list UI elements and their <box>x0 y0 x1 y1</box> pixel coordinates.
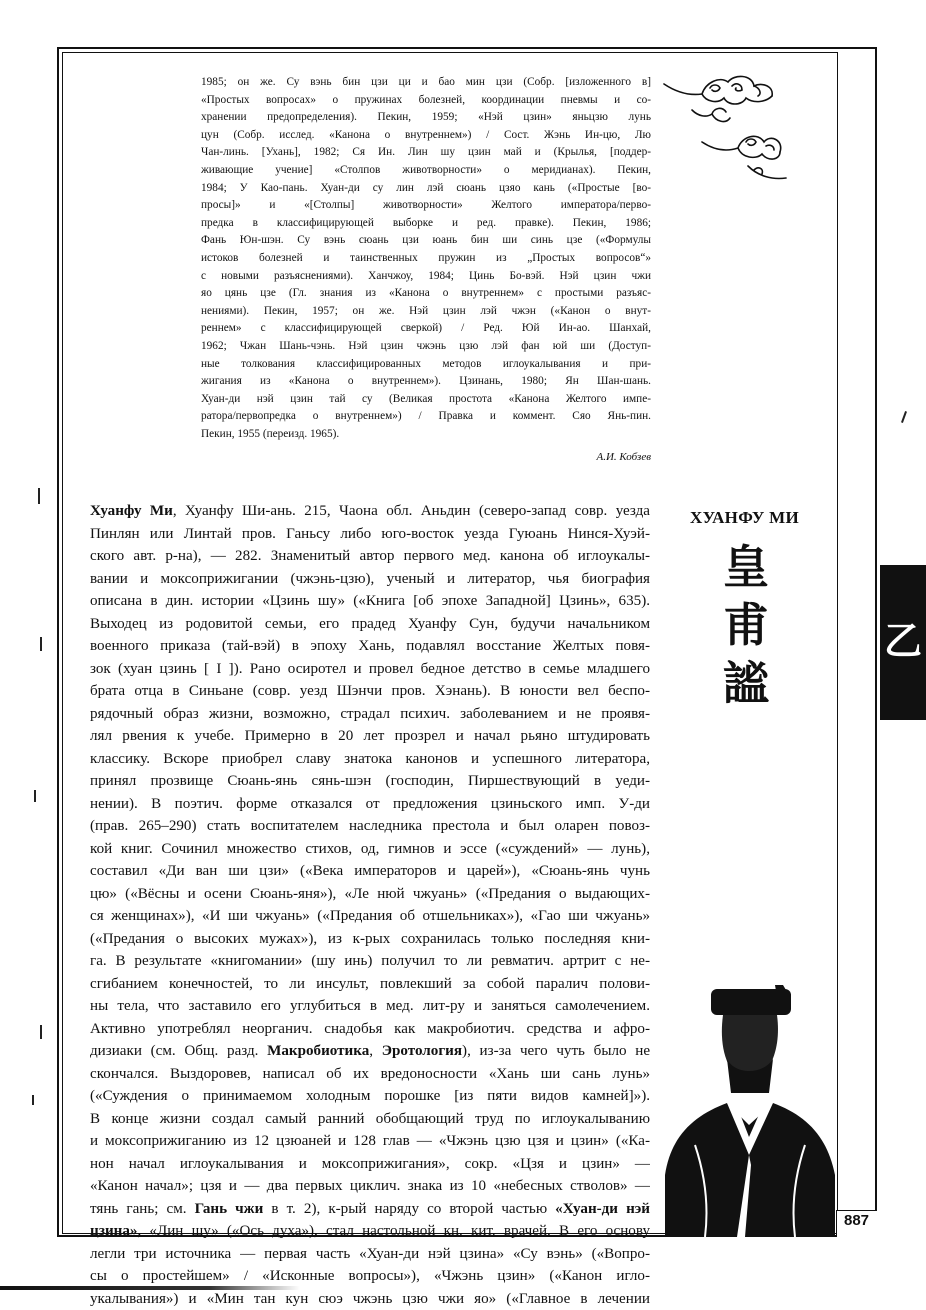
margin-mark <box>38 488 40 504</box>
cloud-ornament-icon <box>662 70 790 188</box>
bibliography-line: предка в классифицирующей выборке и ред. правке). Пекин, 1986; <box>201 215 651 233</box>
hanzi-char-1: 皇 <box>716 538 776 596</box>
bibliography-line: реннем» с классифицирующей сверкой) / Ред. Юй Ин-ао. Шанхай, <box>201 320 651 338</box>
article-line: тянь гань; см. Гань чжи в т. 2), к-рый наряду со второй частью «Хуан-ди нэй <box>90 1198 650 1221</box>
page-number: 887 <box>836 1212 877 1229</box>
article-line: цзина», «Лин шу» («Ось духа»), стал настольной кн. кит. врачей. В его основу <box>90 1220 650 1243</box>
bibliography-line: 1962; Чжан Шань-чэнь. Нэй цзин чжэнь цзю лэй фан юй ши (Доступ- <box>201 338 651 356</box>
article-line: Хуанфу Ми, Хуанфу Ши-ань. 215, Чаона обл. Аньдин (северо-запад совр. уезда <box>90 500 650 523</box>
article-line: Пинлян или Линтай пров. Ганьсу либо юго-восток уезда Гуюань Нинся-Хуэй- <box>90 523 650 546</box>
bibliography-line: Чан-линь. [Ухань], 1982; Ся Ин. Лин шу цзин май и (Крылья, [поддер- <box>201 144 651 162</box>
bibliography-line: ратора/первопредка о внутреннем») / Правка и коммент. Сяо Янь-пин. <box>201 408 651 426</box>
article-line: классику. Вскоре приобрел славу знатока канонов и успешного литератора, <box>90 748 650 771</box>
article-line: дизиаки (см. Общ. разд. Макробиотика, Эротология), из-за чего чуть было не <box>90 1040 650 1063</box>
article-line: сгибанием конечностей, то ли инсульт, повлекший за собой паралич полови- <box>90 973 650 996</box>
article-line: рядочный образ жизни, возможно, страдал психич. заболеванием и не проявя- <box>90 703 650 726</box>
article-line: ны тела, что заставило его углубиться в мед. лит-ру и заняться самолечением. <box>90 995 650 1018</box>
bibliography-line: истоков болезней и таинственных пружин из „Простых вопросов“» <box>201 250 651 268</box>
article-body <box>90 500 650 1310</box>
entry-hanzi <box>716 538 776 712</box>
bibliography-line: нениями). Пекин, 1957; он же. Нэй цзин лэй чжэн («Канон о внут- <box>201 303 651 321</box>
article-line: брата отца в Синьане (совр. уезд Шэнчи пров. Хэнань). В юности вел беспо- <box>90 680 650 703</box>
portrait-figure-icon <box>665 975 835 1237</box>
article-line: легли три источника — первая часть «Хуан-ди нэй цзина» «Су вэнь» («Вопро- <box>90 1243 650 1266</box>
article-line: описана в дин. истории «Цзинь шу» («Книга [об эпохе Западной] Цзинь», 635). <box>90 590 650 613</box>
article-line: га. В результате «книгомании» (шу инь) получил то ли ревматич. артрит с не- <box>90 950 650 973</box>
article-line: («Предания о высоких мужах»), из к-рых сохранилась только последняя кни- <box>90 928 650 951</box>
article-line: «Канон начал»; цзя и — два первых циклич. знака из 10 «небесных стволов» — <box>90 1175 650 1198</box>
article-line: сы о простейшем» / «Исконные вопросы»), «Чжэнь цзин» («Канон игло- <box>90 1265 650 1288</box>
article-line: и моксоприжиганию из 12 цзюаней и 128 глав — «Чжэнь цзю цзя и цзин» («Ка- <box>90 1130 650 1153</box>
bibliography-line: 1984; У Као-пань. Хуан-ди су лин лэй сюань цзяо кань («Простые [во- <box>201 180 651 198</box>
article-line: военного приказа (тай-вэй) в эпоху Хань, подавлял восстание Желтых повя- <box>90 635 650 658</box>
article-line: скончался. Выздоровев, написал об их вредоносности «Хань ши сань лунь» <box>90 1063 650 1086</box>
bibliography-line: цун (Собр. исслед. «Канона о внутреннем») / Сост. Жэнь Ин-цю, Лю <box>201 127 651 145</box>
section-tab-glyph: 乙 <box>880 610 926 665</box>
bibliography-line: с новыми разъяснениями). Ханчжоу, 1984; Цинь Бо-вэй. Нэй цзин чжи <box>201 268 651 286</box>
bibliography-line: жигания из «Канона о внутреннем»). Цзинань, 1980; Ян Шан-шань. <box>201 373 651 391</box>
hanzi-char-3: 謐 <box>716 654 776 712</box>
bibliography-line: Пекин, 1955 (переизд. 1965). <box>201 426 651 444</box>
article-line: зок (хуан цзинь [ I ]). Рано осиротел и провел бедное детство в семье младшего <box>90 658 650 681</box>
bibliography-line: просы]» и «[Столпы] животворности» Желтого императора/перво- <box>201 197 651 215</box>
bibliography-block <box>201 74 651 443</box>
bibliography-line: Хуан-ди нэй цзин тай су (Великая простота «Канона Желтого импе- <box>201 391 651 409</box>
entry-headword: ХУАНФУ МИ <box>690 508 810 528</box>
margin-mark <box>32 1095 34 1105</box>
article-line: нении). В поэтич. форме отказался от предложения цзиньского имп. У-ди <box>90 793 650 816</box>
hanzi-char-2: 甫 <box>716 596 776 654</box>
article-line: вании и моксоприжигании (чжэнь-цзю), ученый и литератор, чья биография <box>90 568 650 591</box>
author-signature: А.И. Кобзев <box>520 451 651 463</box>
article-line: ского авт. р-на), — 282. Знаменитый автор первого мед. канона об иглоукалы- <box>90 545 650 568</box>
scan-edge-smudge <box>0 1286 300 1290</box>
article-line: составил «Ди ван ши цзи» («Века императоров и царей»), «Сюань-янь чунь <box>90 860 650 883</box>
margin-mark <box>34 790 36 802</box>
bibliography-line: ные толкования классифицированных методов иглоукалывания и при- <box>201 356 651 374</box>
margin-mark <box>901 411 907 423</box>
article-line: кой книг. Сочинил множество стихов, од, гимнов и эссе («суждений» — лунь), <box>90 838 650 861</box>
article-line: Выходец из родовитой семьи, его прадед Хуанфу Сун, будучи начальником <box>90 613 650 636</box>
article-line: Активно употреблял неорганич. снадобья как макробиотич. средства и афро- <box>90 1018 650 1041</box>
article-line: лял рвения к учебе. Примерно в 20 лет прозрел и начал рьяно штудировать <box>90 725 650 748</box>
article-line: (прав. 265–290) стать воспитателем наследника престола и был оларен повоз- <box>90 815 650 838</box>
bibliography-line: живающие учение] «Столпов животворности» о меридианах). Пекин, <box>201 162 651 180</box>
bibliography-line: Фань Юн-шэн. Су вэнь сюань цзи юань бин ши синь цзе («Формулы <box>201 232 651 250</box>
article-line: принял прозвище Сюань-янь сянь-шэн (господин, Пиршествующий в уеди- <box>90 770 650 793</box>
bibliography-line: яо цянь цзе (Гл. знания из «Канона о внутреннем» с простыми разъяс- <box>201 285 651 303</box>
margin-mark <box>40 637 42 651</box>
article-line: нон начал иглоукалывания и моксоприжигания», сокр. «Цзя и цзин» — <box>90 1153 650 1176</box>
bibliography-line: хранении предопределения). Пекин, 1959; «Нэй цзин» яньцзю лунь <box>201 109 651 127</box>
article-line: цю» («Вёсны и осени Сюань-яня»), «Ле нюй чжуань» («Предания о выдающих- <box>90 883 650 906</box>
bibliography-line: «Простых вопросах» о пружинах болезней, координации пневмы и со- <box>201 92 651 110</box>
article-line: В конце жизни создал самый ранний обобщающий труд по иглоукалыванию <box>90 1108 650 1131</box>
article-line: укалывания») и «Мин тан кун сюэ чжэнь цзю чжи яо» («Главное в лечении <box>90 1288 650 1310</box>
bibliography-line: 1985; он же. Су вэнь бин цзи ци и бао мин цзи (Собр. [изложенного в] <box>201 74 651 92</box>
article-line: ся женщинах»), «И ши чжуань» («Предания об отшельниках»), «Гао ши чжуань» <box>90 905 650 928</box>
margin-mark <box>40 1025 42 1039</box>
article-line: («Суждения о принимаемом холодным порошке [из пяти видов камней]»). <box>90 1085 650 1108</box>
